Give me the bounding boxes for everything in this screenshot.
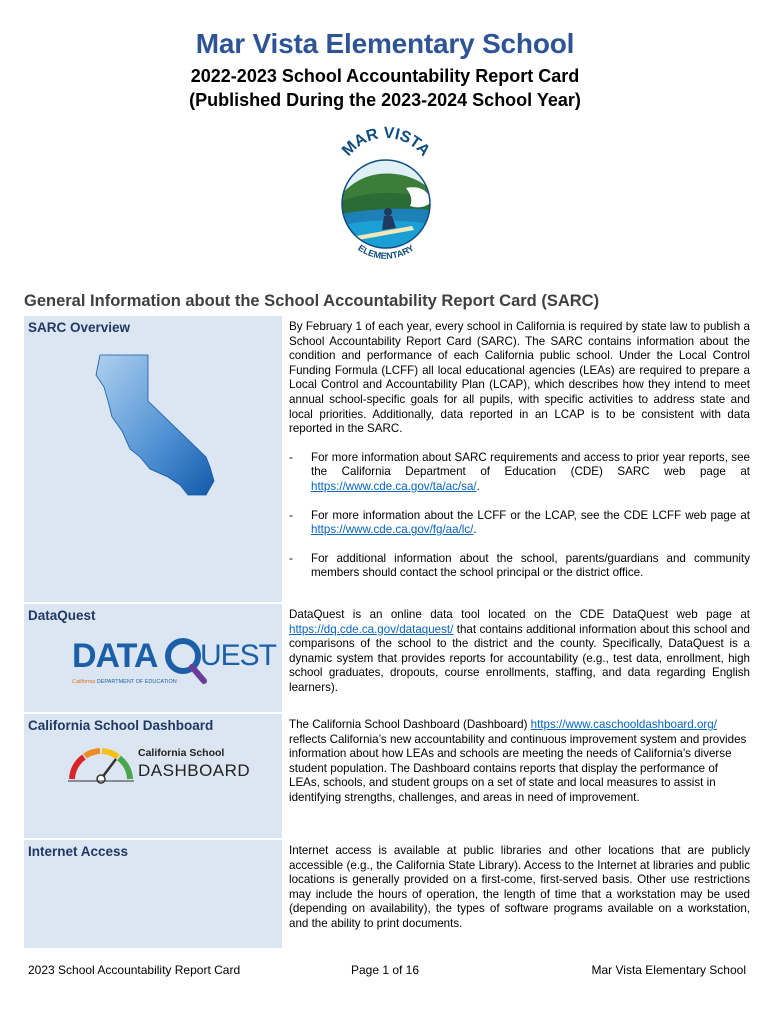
- section-heading: General Information about the School Accountability Report Card (SARC): [24, 292, 600, 310]
- list-item: - For more information about SARC requirements and access to prior year reports, see the California Department of Education (CDE) SARC web page at https://www.cde.ca.gov/ta/ac/sa/.: [289, 450, 750, 493]
- dataquest-content: DataQuest is an online data tool located on the CDE DataQuest web page at https://dq.cde.ca.gov/dataquest/ that contains additional information about this school and comparisons of the school to the district and the county. Specifically, DataQuest is a dynamic system that provides reports for accountability (e.g., test data, enrollment, high school graduates, dropouts, course enrollments, staffing, and data regarding English learners).: [289, 608, 750, 694]
- school-title: Mar Vista Elementary School: [195, 28, 575, 59]
- dashboard-label: California School Dashboard: [28, 718, 214, 733]
- gauge-icon: [66, 745, 136, 785]
- dashboard-logo-line2: DASHBOARD: [138, 761, 251, 780]
- sarc-paragraph: By February 1 of each year, every school in California is required by state law to publish a School Accountability Report Card (SARC). The SARC contains information about the condition and performance of each California public school. Under the Local Control Funding Formula (LCFF) all local educational agencies (LEAs) are required to prepare a Local Control and Accountability Plan (LCAP), which describes how they intend to meet annual school-specific goals for all pupils, with specific activities to address state and local priorities. Additionally, data reported in an LCAP is to be consistent with data reported in the SARC.: [289, 320, 750, 436]
- report-title: [0, 64, 770, 112]
- table-row-internet: [24, 840, 754, 948]
- report-title-line2: (Published During the 2023-2024 School Year): [189, 90, 581, 110]
- dataquest-logo-sub: California DEPARTMENT OF EDUCATION: [72, 679, 177, 685]
- dataquest-logo: [72, 637, 277, 691]
- dashboard-content: The California School Dashboard (Dashboard) https://www.caschooldashboard.org/ reflects California’s new accountability and continuous improvement system and provides information about how LEAs and schools are meeting the needs of California’s diverse student population. The Dashboard contains reports that display the performance of LEAs, schools, and student groups on a set of state and local measures to assist in identifying strengths, challenges, and areas in need of improvement.: [289, 718, 747, 804]
- logo-top-text: MAR VISTA: [339, 126, 434, 160]
- report-title-line1: 2022-2023 School Accountability Report Card: [190, 66, 580, 86]
- list-item: - For more information about the LCFF or the LCAP, see the CDE LCFF web page at https://www.cde.ca.gov/fg/aa/lc/.: [289, 508, 750, 537]
- dataquest-label: DataQuest: [28, 608, 96, 623]
- dataquest-logo-word2: UEST: [200, 639, 277, 672]
- general-info-table: [24, 314, 754, 950]
- footer-left: 2023 School Accountability Report Card: [28, 963, 241, 977]
- table-row-dashboard: [24, 714, 754, 838]
- dataquest-logo-word1: DATA: [72, 637, 158, 675]
- list-item: - For additional information about the school, parents/guardians and community members should contact the school principal or the district office.: [289, 551, 750, 580]
- dashboard-logo-line1: California School: [138, 747, 225, 759]
- dashboard-logo: [66, 745, 251, 789]
- sarc-label-cell: [24, 316, 282, 602]
- school-logo: [326, 126, 444, 274]
- sarc-label: SARC Overview: [28, 320, 131, 335]
- sarc-content: [285, 316, 754, 602]
- logo-bottom-text: ELEMENTARY: [356, 242, 416, 261]
- page-number: Page 1 of 16: [350, 963, 420, 977]
- dataquest-link[interactable]: https://dq.cde.ca.gov/dataquest/: [289, 622, 454, 636]
- internet-label: Internet Access: [28, 844, 129, 859]
- table-row-dataquest: [24, 604, 754, 712]
- dashboard-label-cell: [24, 714, 282, 838]
- table-row-sarc: [24, 316, 754, 602]
- internet-label-cell: [24, 840, 282, 948]
- california-map-image: [88, 349, 228, 499]
- logo-scene: [326, 156, 444, 256]
- sarc-link[interactable]: https://www.cde.ca.gov/ta/ac/sa/: [311, 479, 477, 493]
- internet-content: Internet access is available at public libraries and other locations that are publicly accessible (e.g., the California State Library). Access to the Internet at libraries and public locations is generally provided on a first-come, first-served basis. Other use restrictions may include the hours of operation, the length of time that a workstation may be used (depending on availability), the types of software programs available on a workstation, and the ability to print documents.: [289, 844, 750, 930]
- lcff-link[interactable]: https://www.cde.ca.gov/fg/aa/lc/: [311, 523, 474, 537]
- dashboard-link[interactable]: https://www.caschooldashboard.org/: [530, 718, 717, 731]
- dataquest-label-cell: [24, 604, 282, 712]
- footer-right: Mar Vista Elementary School: [591, 963, 746, 977]
